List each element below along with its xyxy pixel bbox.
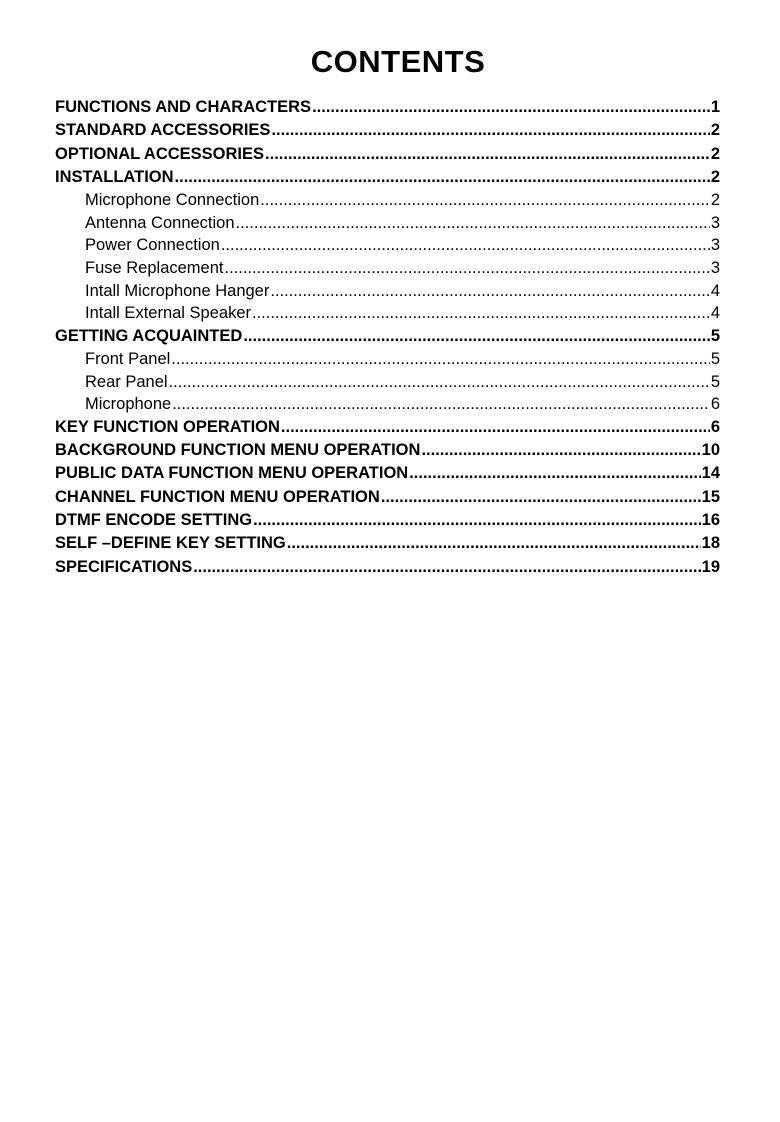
toc-entry-label: BACKGROUND FUNCTION MENU OPERATION: [55, 441, 421, 460]
toc-entry[interactable]: [55, 439, 720, 462]
toc-entry-label: INSTALLATION: [55, 167, 174, 186]
table-of-contents: [55, 96, 720, 579]
toc-entry-page: 4: [710, 281, 720, 300]
dot-leader: [172, 393, 710, 416]
toc-entry-label: PUBLIC DATA FUNCTION MENU OPERATION: [55, 464, 409, 483]
toc-entry-page: 14: [701, 464, 720, 483]
toc-entry-label: SPECIFICATIONS: [55, 557, 193, 576]
dot-leader: [243, 325, 710, 348]
toc-entry-label: CHANNEL FUNCTION MENU OPERATION: [55, 487, 380, 506]
toc-entry-label: Front Panel: [85, 350, 171, 369]
toc-entry-label: Rear Panel: [85, 372, 168, 391]
toc-entry-label: Power Connection: [85, 236, 220, 255]
dot-leader: [381, 486, 701, 509]
dot-leader: [281, 416, 710, 439]
toc-subentry[interactable]: [55, 189, 720, 212]
toc-subentry[interactable]: [55, 257, 720, 280]
toc-entry[interactable]: [55, 96, 720, 119]
toc-entry-label: OPTIONAL ACCESSORIES: [55, 144, 265, 163]
toc-entry-page: 5: [710, 372, 720, 391]
toc-entry[interactable]: [55, 486, 720, 509]
toc-subentry[interactable]: [55, 212, 720, 235]
dot-leader: [171, 348, 710, 371]
toc-subentry[interactable]: [55, 302, 720, 325]
toc-entry[interactable]: [55, 556, 720, 579]
toc-subentry[interactable]: [55, 234, 720, 257]
toc-entry-label: Antenna Connection: [85, 213, 235, 232]
toc-entry[interactable]: [55, 325, 720, 348]
dot-leader: [421, 439, 700, 462]
dot-leader: [409, 462, 700, 485]
toc-entry-page: 3: [710, 213, 720, 232]
dot-leader: [193, 556, 700, 579]
toc-entry-label: SELF –DEFINE KEY SETTING: [55, 534, 286, 553]
dot-leader: [287, 532, 701, 555]
toc-entry-page: 10: [701, 441, 720, 460]
toc-entry-page: 3: [710, 236, 720, 255]
toc-entry-page: 3: [710, 258, 720, 277]
toc-entry-page: 18: [701, 534, 720, 553]
toc-entry-page: 5: [710, 350, 720, 369]
dot-leader: [169, 371, 710, 394]
toc-entry-page: 6: [710, 395, 720, 414]
toc-entry[interactable]: [55, 166, 720, 189]
toc-entry-page: 4: [710, 304, 720, 323]
dot-leader: [260, 189, 710, 212]
toc-entry[interactable]: [55, 509, 720, 532]
toc-entry-page: 2: [710, 121, 720, 140]
toc-entry[interactable]: [55, 532, 720, 555]
toc-entry-label: Microphone: [85, 395, 172, 414]
toc-subentry[interactable]: [55, 371, 720, 394]
dot-leader: [253, 509, 701, 532]
toc-entry-label: FUNCTIONS AND CHARACTERS: [55, 98, 312, 116]
toc-entry[interactable]: [55, 119, 720, 142]
toc-entry-page: 5: [710, 326, 720, 345]
toc-subentry[interactable]: [55, 280, 720, 303]
toc-entry-label: KEY FUNCTION OPERATION: [55, 417, 280, 436]
toc-entry-label: DTMF ENCODE SETTING: [55, 511, 253, 530]
toc-entry-label: Intall External Speaker: [85, 304, 252, 323]
toc-entry-label: GETTING ACQUAINTED: [55, 326, 243, 345]
dot-leader: [252, 302, 710, 325]
dot-leader: [265, 143, 710, 166]
dot-leader: [312, 96, 710, 119]
toc-entry[interactable]: [55, 462, 720, 485]
toc-subentry[interactable]: [55, 348, 720, 371]
dot-leader: [221, 234, 710, 257]
toc-entry-page: 16: [701, 511, 720, 530]
dot-leader: [270, 280, 709, 303]
toc-entry-page: 2: [710, 144, 720, 163]
page-title: CONTENTS: [310, 44, 486, 79]
dot-leader: [271, 119, 709, 142]
toc-entry[interactable]: [55, 143, 720, 166]
dot-leader: [175, 166, 710, 189]
toc-subentry[interactable]: [55, 393, 720, 416]
toc-entry[interactable]: [55, 416, 720, 439]
toc-entry-page: 1: [710, 98, 720, 116]
dot-leader: [236, 212, 710, 235]
toc-entry-label: Fuse Replacement: [85, 258, 224, 277]
toc-entry-page: 2: [710, 191, 720, 210]
toc-entry-label: Microphone Connection: [85, 191, 260, 210]
toc-entry-page: 19: [701, 557, 720, 576]
toc-entry-page: 6: [710, 417, 720, 436]
toc-entry-label: STANDARD ACCESSORIES: [55, 121, 271, 140]
toc-entry-label: Intall Microphone Hanger: [85, 281, 270, 300]
toc-entry-page: 15: [701, 487, 720, 506]
toc-entry-page: 2: [710, 167, 720, 186]
dot-leader: [225, 257, 710, 280]
